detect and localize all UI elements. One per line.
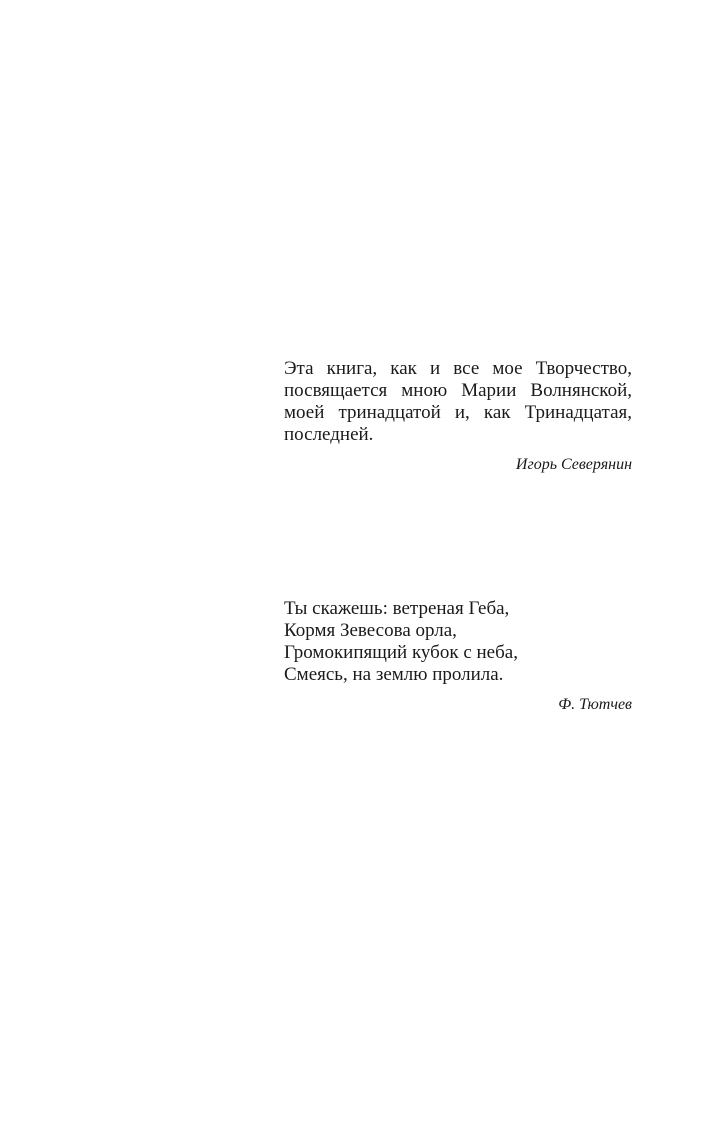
epigraph-line: Громокипящий кубок с неба, xyxy=(284,642,518,663)
dedication-author: Игорь Северянин xyxy=(515,456,632,473)
dedication-line: Эта книга, как и все мое Творчество, xyxy=(284,358,632,379)
epigraph-line: Ты скажешь: ветреная Геба, xyxy=(284,598,510,619)
dedication-line: последней. xyxy=(284,424,374,445)
dedication-block xyxy=(284,358,632,475)
epigraph-author: Ф. Тютчев xyxy=(558,696,632,713)
epigraph-block xyxy=(284,598,632,715)
epigraph-line: Смеясь, на землю пролила. xyxy=(284,664,504,685)
dedication-line: моей тринадцатой и, как Тринадцатая, xyxy=(284,402,632,423)
dedication-line: посвящается мною Марии Волнянской, xyxy=(284,380,632,401)
epigraph-line: Кормя Зевесова орла, xyxy=(284,620,457,641)
